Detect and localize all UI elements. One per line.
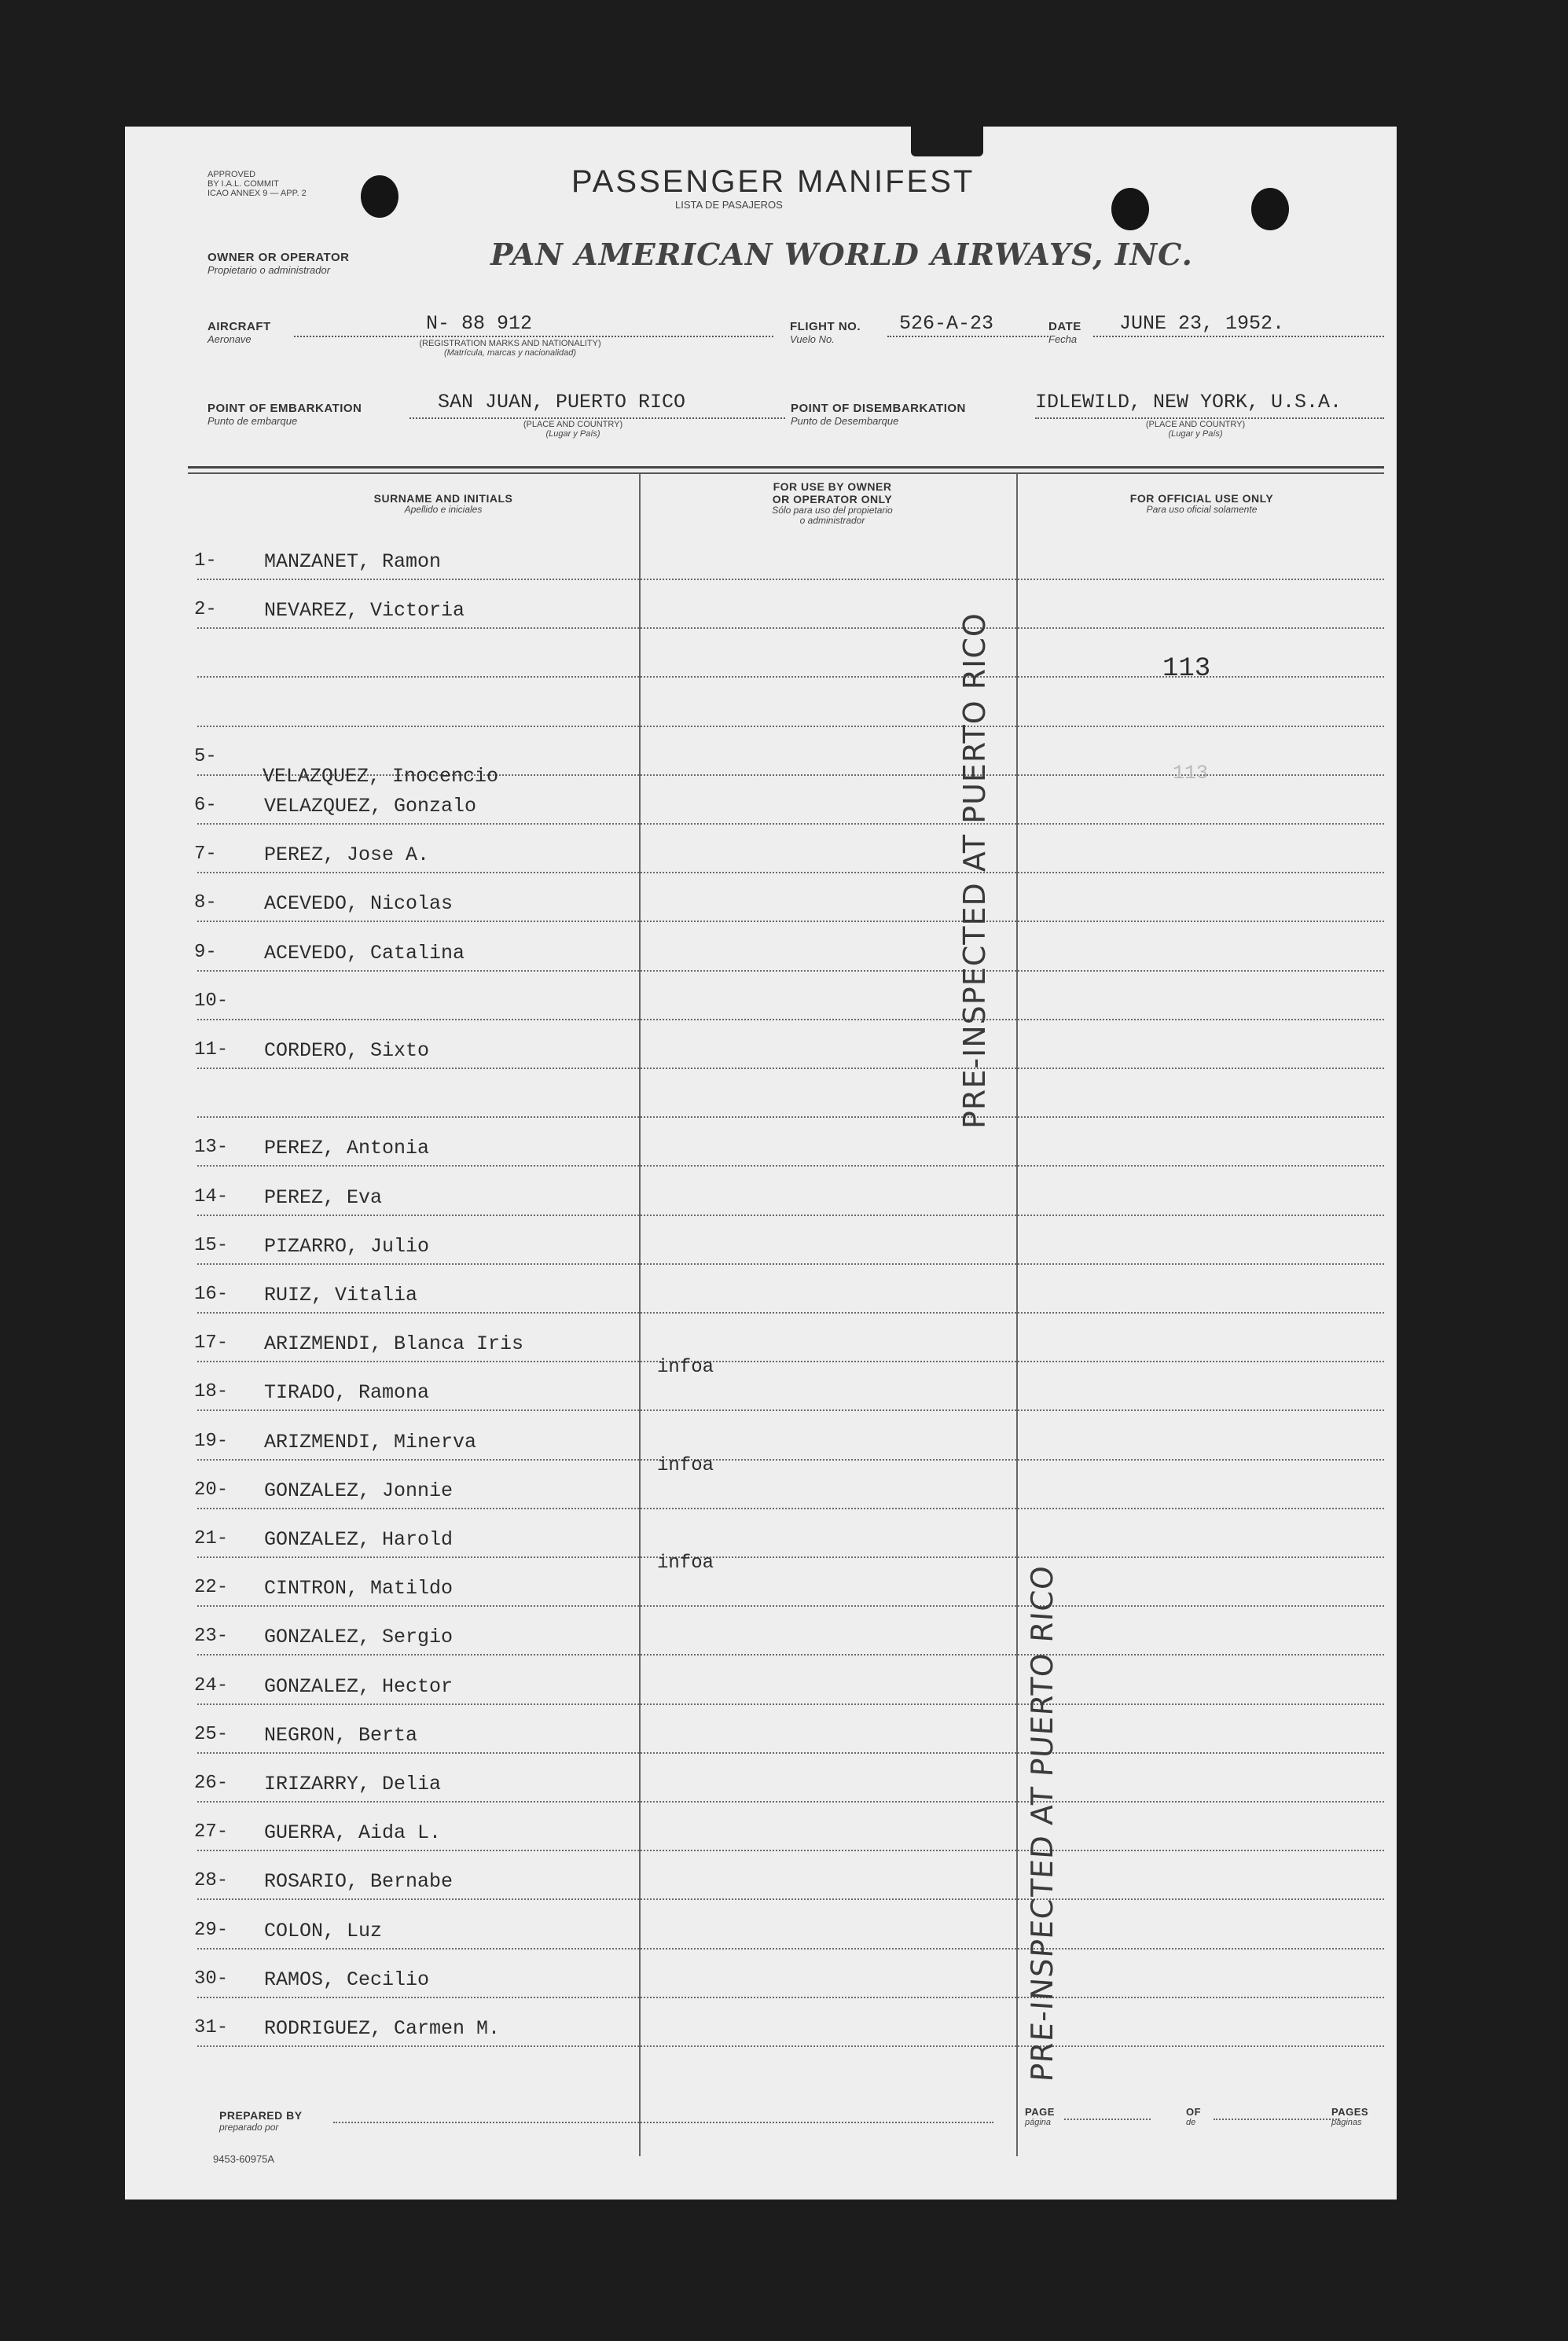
- row-rule: [197, 1312, 1384, 1314]
- manifest-sheet: APPROVED BY I.A.L. COMMIT ICAO ANNEX 9 — APP. 2 PASSENGER MANIFEST LISTA DE PASAJEROS OWNER OR OPERATOR Propietario o administrador PAN AMERICAN WORLD AIRWAYS, INC. AIRCRAFT Aeronave N- 88 912 (REGISTRATION MARKS AND NATIONALITY) (Matrícula, marcas y nacionalidad) FLIGHT NO. Vuelo No. 526-A-23 DATE Fecha JUNE 23, 1952. POINT OF EMBARKATION Punto de embarque SAN JUAN, PUERTO RICO (PLACE AND COUNTRY) (Lugar y País) POINT OF DISEMBARKATION Punto de Desembarque IDLEWILD, NEW YORK, U.S.A. (PLACE AND COUNTRY) (Lugar y País) SURNAME AND INITIALS Apellido e iniciales FOR USE BY OWNER OR OPERATOR ONLY Sólo para uso del propietario o administrador FOR OFFICIAL USE ONLY Para uso oficial solamente 1- MANZANET, Ramon 2- NEVAREZ, Victoria 113 5- 6- VELAZQUEZ, Gonzalo 7- PEREZ, Jose A. 8- ACEVEDO, Nicolas 9- ACEVEDO, Catalina 10- 11- CORDERO, Sixto 13- PEREZ, Antonia 14- PEREZ, Eva 15- PIZARRO, Julio 16- RUIZ, Vitalia 17- ARIZMENDI, Blanca Iris infoa 18- TIRADO, Ramona 19- ARIZMENDI, Minerva infoa 20- GONZALEZ, Jonnie 21- GONZALEZ, Harold infoa 22- CINTRON, Matildo 23- GONZALEZ, Sergio 24- GONZALEZ, Hector 25- NEGRON, Berta 26- IRIZARRY, Delia 27- GUERRA, Aida L. 28- ROSARIO, Bernabe 29- COLON, Luz 30- RAMOS, Cecilio 31- RODRIGUEZ, Carmen M. VELAZQUEZ, Inocencio 113 PRE-INSPECTED AT PUERTO RICO PRE-INSPECTED AT PUERTO RICO PREPARED BY preparado por PAGE página OF de PAGES páginas 9453-60975A: [125, 127, 1397, 2200]
- passenger-name: RAMOS, Cecilio: [264, 1968, 430, 1991]
- row-number: 18-: [194, 1381, 229, 1402]
- passenger-name: PEREZ, Jose A.: [264, 843, 430, 866]
- row-rule: [197, 1997, 1384, 1998]
- flight-label: FLIGHT NO. Vuelo No.: [790, 320, 861, 345]
- row-rule: [197, 970, 1384, 972]
- page-subtitle: LISTA DE PASAJEROS: [675, 199, 783, 211]
- passenger-name: VELAZQUEZ, Gonzalo: [264, 795, 477, 818]
- row-number: 10-: [194, 990, 229, 1012]
- embarkation-caption: (PLACE AND COUNTRY) (Lugar y País): [523, 420, 623, 439]
- row-rule: [197, 1068, 1384, 1069]
- passenger-name: ARIZMENDI, Blanca Iris: [264, 1332, 524, 1355]
- row-rule: [197, 1556, 1384, 1558]
- passenger-name: GONZALEZ, Sergio: [264, 1626, 454, 1648]
- row-number: 1-: [194, 550, 217, 571]
- row-rule: [197, 1801, 1384, 1803]
- row-rule: [197, 1215, 1384, 1216]
- row-rule: [197, 872, 1384, 873]
- passenger-name: PEREZ, Antonia: [264, 1137, 430, 1159]
- row-rule: [197, 1361, 1384, 1362]
- passenger-name: PIZARRO, Julio: [264, 1235, 430, 1258]
- row-number: 8-: [194, 892, 217, 913]
- passenger-name: ACEVEDO, Nicolas: [264, 892, 454, 915]
- row-rule: [197, 579, 1384, 580]
- row-number: 19-: [194, 1431, 229, 1452]
- row-rule: [197, 823, 1384, 825]
- row-number: 15-: [194, 1235, 229, 1256]
- row-number: 2-: [194, 599, 217, 620]
- aircraft-caption: (REGISTRATION MARKS AND NATIONALITY) (Matrícula, marcas y nacionalidad): [419, 339, 601, 358]
- row-rule: [197, 1898, 1384, 1900]
- passenger-name: ARIZMENDI, Minerva: [264, 1431, 477, 1453]
- passenger-name: ACEVEDO, Catalina: [264, 942, 465, 965]
- column-header-owner: FOR USE BY OWNER OR OPERATOR ONLY Sólo para uso del propietario o administrador: [772, 480, 893, 526]
- overwritten-entry: VELAZQUEZ, Inocencio: [263, 765, 499, 788]
- passenger-name: MANZANET, Ramon: [264, 550, 442, 573]
- row-number: 16-: [194, 1284, 229, 1305]
- row-number: 6-: [194, 795, 217, 816]
- row-number: 23-: [194, 1626, 229, 1647]
- disembarkation-label: POINT OF DISEMBARKATION Punto de Desembarque: [791, 402, 966, 427]
- owner-note: infoa: [657, 1357, 714, 1378]
- embarkation-label: POINT OF EMBARKATION Punto de embarque: [207, 402, 362, 427]
- of-label: OF de: [1186, 2106, 1202, 2127]
- row-rule: [197, 627, 1384, 629]
- row-number: 31-: [194, 2017, 229, 2038]
- official-note: 113: [1162, 654, 1211, 684]
- row-number: 11-: [194, 1039, 229, 1060]
- punch-hole-right-1: [1111, 188, 1149, 230]
- column-header-official: FOR OFFICIAL USE ONLY Para uso oficial solamente: [1129, 492, 1274, 515]
- row-rule: [197, 1605, 1384, 1607]
- passenger-name: PEREZ, Eva: [264, 1186, 383, 1209]
- row-rule: [197, 1409, 1384, 1411]
- row-rule: [197, 1752, 1384, 1754]
- row-rule: [197, 1019, 1384, 1020]
- row-number: 27-: [194, 1821, 229, 1843]
- row-number: 24-: [194, 1675, 229, 1696]
- row-number: 14-: [194, 1186, 229, 1207]
- row-number: 22-: [194, 1577, 229, 1598]
- row-rule: [197, 1948, 1384, 1950]
- row-rule: [197, 1703, 1384, 1705]
- passenger-name: CORDERO, Sixto: [264, 1039, 430, 1062]
- top-tear: [911, 127, 983, 156]
- row-number: 13-: [194, 1137, 229, 1158]
- row-rule: [197, 2045, 1384, 2047]
- punch-hole-right-2: [1251, 188, 1289, 230]
- approved-block: APPROVED BY I.A.L. COMMIT ICAO ANNEX 9 — APP. 2: [207, 170, 307, 198]
- aircraft-registration: N- 88 912: [426, 312, 533, 335]
- column-header-surname: SURNAME AND INITIALS Apellido e iniciales: [373, 492, 513, 515]
- pre-inspection-stamp-top: PRE-INSPECTED AT PUERTO RICO: [957, 612, 992, 1129]
- row-number: 25-: [194, 1724, 229, 1745]
- passenger-name: GONZALEZ, Jonnie: [264, 1479, 454, 1502]
- passenger-name: CINTRON, Matildo: [264, 1577, 454, 1600]
- row-rule: [197, 1508, 1384, 1509]
- page-title: PASSENGER MANIFEST: [571, 164, 975, 199]
- row-number: 20-: [194, 1479, 229, 1501]
- row-number: 5-: [194, 746, 217, 767]
- row-number: 17-: [194, 1332, 229, 1354]
- passenger-name: GUERRA, Aida L.: [264, 1821, 442, 1844]
- owner-note: infoa: [657, 1455, 714, 1476]
- passenger-name: COLON, Luz: [264, 1920, 383, 1942]
- passenger-name: NEGRON, Berta: [264, 1724, 418, 1747]
- passenger-name: RODRIGUEZ, Carmen M.: [264, 2017, 501, 2040]
- passenger-name: GONZALEZ, Hector: [264, 1675, 454, 1698]
- row-number: 28-: [194, 1870, 229, 1891]
- prepared-by-label: PREPARED BY preparado por: [219, 2109, 303, 2133]
- row-rule: [197, 1654, 1384, 1656]
- passenger-name: NEVAREZ, Victoria: [264, 599, 465, 622]
- row-rule: [197, 921, 1384, 922]
- row-rule: [197, 726, 1384, 727]
- passenger-name: GONZALEZ, Harold: [264, 1528, 454, 1551]
- owner-note: infoa: [657, 1553, 714, 1574]
- passenger-name: IRIZARRY, Delia: [264, 1773, 442, 1795]
- row-rule: [197, 1263, 1384, 1265]
- punch-hole-left: [361, 175, 398, 218]
- row-rule: [197, 1459, 1384, 1461]
- passenger-name: TIRADO, Ramona: [264, 1381, 430, 1404]
- form-number: 9453-60975A: [213, 2153, 275, 2165]
- passenger-name: ROSARIO, Bernabe: [264, 1870, 454, 1893]
- row-rule: [197, 1116, 1384, 1118]
- row-number: 9-: [194, 942, 217, 963]
- date-label: DATE Fecha: [1048, 320, 1081, 345]
- pages-label: PAGES páginas: [1331, 2106, 1369, 2127]
- row-rule: [197, 1165, 1384, 1167]
- aircraft-label: AIRCRAFT Aeronave: [207, 320, 271, 345]
- operator-label: OWNER OR OPERATOR Propietario o administrador: [207, 251, 350, 276]
- faint-official-number: 113: [1173, 762, 1209, 785]
- row-number: 26-: [194, 1773, 229, 1794]
- row-number: 7-: [194, 843, 217, 865]
- operator-name: PAN AMERICAN WORLD AIRWAYS, INC.: [490, 237, 1193, 272]
- disembarkation-caption: (PLACE AND COUNTRY) (Lugar y País): [1145, 420, 1246, 439]
- passenger-name: RUIZ, Vitalia: [264, 1284, 418, 1306]
- page-label: PAGE página: [1025, 2106, 1055, 2127]
- flight-date: JUNE 23, 1952.: [1119, 312, 1285, 335]
- embarkation-place: SAN JUAN, PUERTO RICO: [438, 391, 686, 413]
- row-rule: [197, 1850, 1384, 1851]
- disembarkation-place: IDLEWILD, NEW YORK, U.S.A.: [1035, 391, 1342, 413]
- flight-number: 526-A-23: [899, 312, 994, 335]
- row-number: 21-: [194, 1528, 229, 1549]
- row-number: 29-: [194, 1920, 229, 1941]
- row-number: 30-: [194, 1968, 229, 1990]
